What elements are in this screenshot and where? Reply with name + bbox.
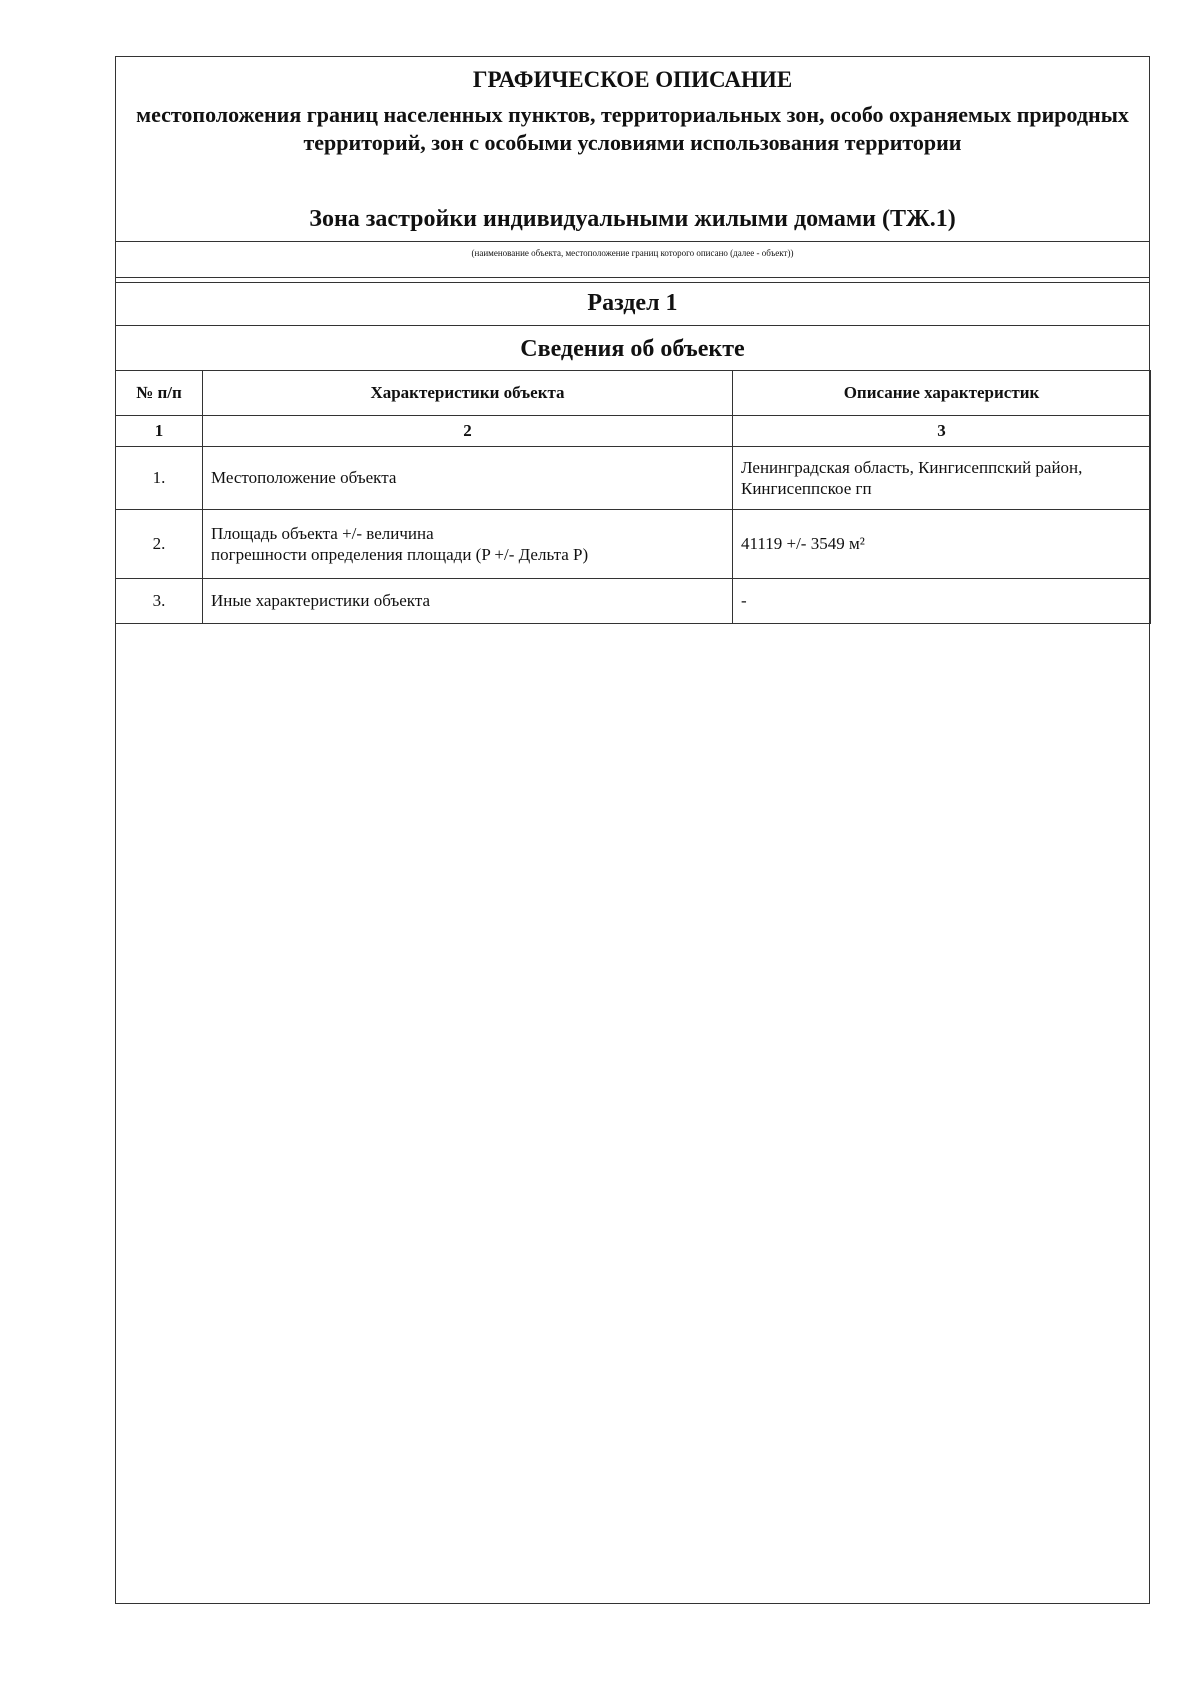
header-number: № п/п	[116, 371, 203, 416]
row-number: 2.	[116, 510, 203, 579]
header-characteristic: Характеристики объекта	[203, 371, 733, 416]
column-number-row	[116, 416, 1151, 447]
divider	[116, 325, 1149, 326]
divider	[116, 282, 1149, 283]
row-number: 1.	[116, 447, 203, 510]
object-caption: (наименование объекта, местоположение границ которого описано (далее - объект))	[471, 248, 794, 258]
column-number: 1	[116, 416, 203, 447]
object-name: Зона застройки индивидуальными жилыми домами (ТЖ.1)	[309, 206, 956, 232]
object-info-table	[115, 370, 1151, 624]
table-header-row	[116, 371, 1151, 416]
document-subtitle: местоположения границ населенных пунктов, территориальных зон, особо охраняемых природных территорий, зон с особыми условиями использования территории	[136, 102, 1129, 155]
row-characteristic	[203, 510, 733, 579]
table-row	[116, 447, 1151, 510]
divider	[116, 241, 1149, 242]
row-characteristic-line: Площадь объекта +/- величина	[211, 524, 434, 543]
row-number: 3.	[116, 579, 203, 624]
divider	[116, 277, 1149, 278]
row-characteristic: Местоположение объекта	[203, 447, 733, 510]
header-description: Описание характеристик	[733, 371, 1151, 416]
row-description: 41119 +/- 3549 м²	[733, 510, 1151, 579]
section-label: Раздел 1	[587, 290, 678, 316]
column-number: 3	[733, 416, 1151, 447]
column-number: 2	[203, 416, 733, 447]
row-characteristic: Иные характеристики объекта	[203, 579, 733, 624]
table-row	[116, 579, 1151, 624]
table-row	[116, 510, 1151, 579]
row-characteristic-line: погрешности определения площади (P +/- Дельта P)	[211, 545, 589, 564]
section-title: Сведения об объекте	[520, 336, 745, 362]
row-description: Ленинградская область, Кингисеппский район, Кингисеппское гп	[733, 447, 1151, 510]
row-description: -	[733, 579, 1151, 624]
document-title: ГРАФИЧЕСКОЕ ОПИСАНИЕ	[472, 67, 793, 92]
document-frame	[115, 56, 1150, 1604]
